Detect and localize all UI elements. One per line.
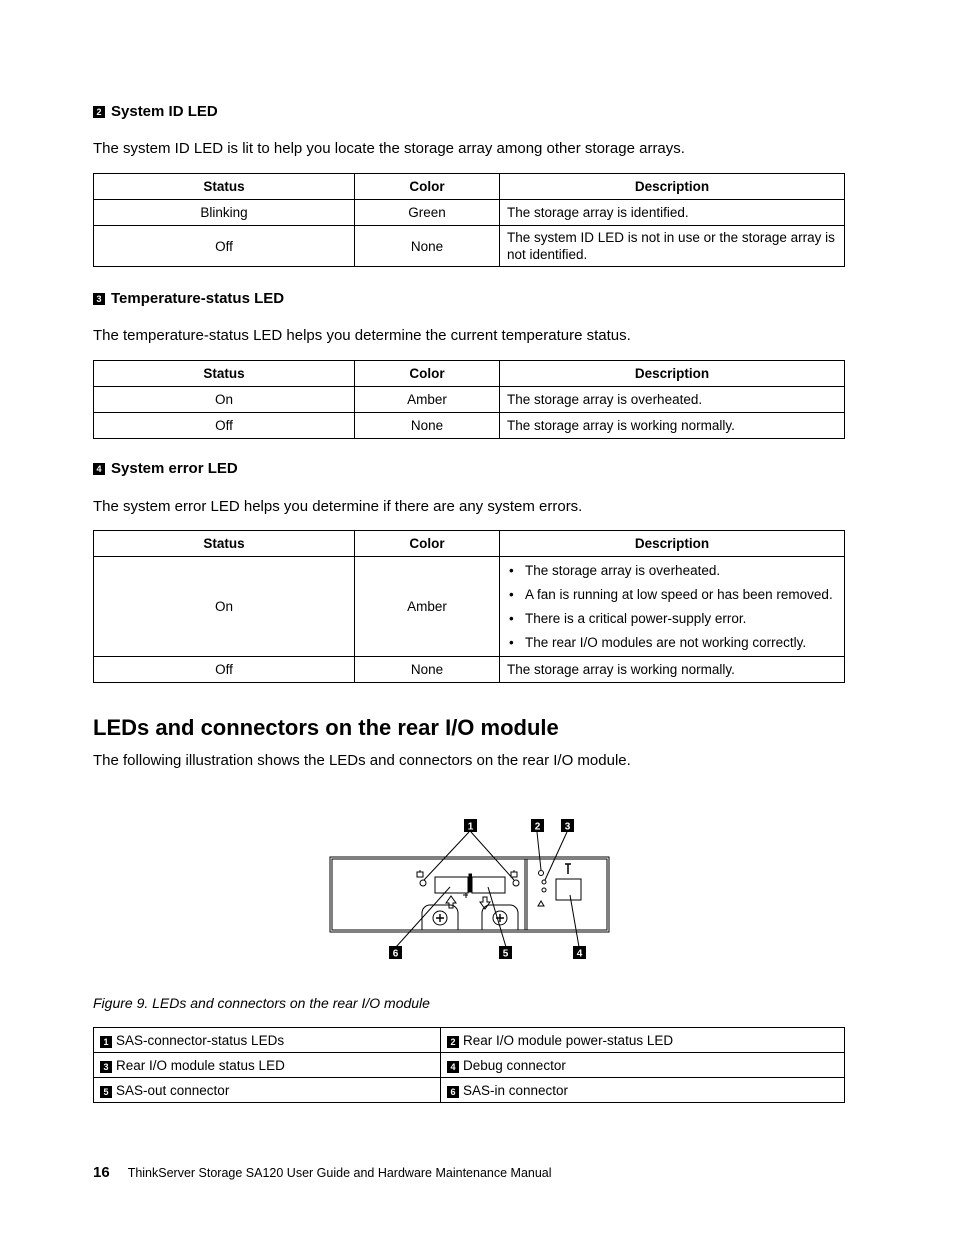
bullet-item: • There is a critical power-supply error. [507, 610, 837, 627]
table-cell: The storage array is identified. [500, 200, 845, 226]
table-cell: None [355, 657, 500, 683]
power-status-led [539, 871, 544, 876]
callout-number: 3 [100, 1061, 112, 1073]
table-header: Color [355, 361, 500, 387]
sas-out-port [472, 877, 505, 893]
module-status-led [542, 880, 546, 884]
module-outline [330, 857, 609, 932]
callout-label-2: 2 [534, 821, 541, 833]
callout-label-6: 6 [392, 948, 399, 960]
legend-label: Debug connector [463, 1057, 566, 1073]
section-intro: The temperature-status LED helps you determine the current temperature status. [93, 327, 631, 344]
legend-cell [441, 1078, 845, 1103]
section-intro: The system error LED helps you determine if there are any system errors. [93, 498, 583, 515]
callout-1-leader-right [471, 832, 514, 880]
legend-label: SAS-out connector [116, 1082, 230, 1098]
rear-io-intro: The following illustration shows the LEDs and connectors on the rear I/O module. [93, 752, 631, 769]
table-cell: The system ID LED is not in use or the storage array is not identified. [500, 226, 845, 267]
section-intro: The system ID LED is lit to help you locate the storage array among other storage arrays. [93, 140, 685, 157]
table-header: Description [500, 361, 845, 387]
wrench-icon [565, 864, 571, 874]
legend-label: Rear I/O module status LED [116, 1057, 285, 1073]
table-header: Status [94, 531, 355, 557]
table-row [94, 1078, 845, 1103]
table-cell: On [94, 387, 355, 413]
section-title: Temperature-status LED [111, 290, 285, 307]
page-number: 16 [93, 1164, 110, 1181]
port-separator [469, 874, 472, 892]
page-heading: LEDs and connectors on the rear I/O module [93, 715, 559, 740]
table-header: Status [94, 361, 355, 387]
table-cell: The storage array is overheated. [500, 387, 845, 413]
table-cell: Green [355, 200, 500, 226]
table-header: Color [355, 174, 500, 200]
table-header: Color [355, 531, 500, 557]
legend-label: SAS-in connector [463, 1082, 569, 1098]
callout-number: 4 [93, 463, 105, 475]
callout-4-leader [570, 895, 579, 947]
callout-legend-table [93, 1027, 845, 1103]
table-cell: None [355, 226, 500, 267]
module-inner-outline [332, 859, 607, 930]
table-cell: Off [94, 657, 355, 683]
callout-number: 5 [100, 1086, 112, 1098]
table-cell: Off [94, 413, 355, 439]
system-status-led [542, 888, 546, 892]
callout-number: 6 [447, 1086, 459, 1098]
sas-in-port [435, 877, 468, 893]
callout-number: 1 [100, 1036, 112, 1048]
callout-6-leader [396, 887, 450, 947]
bullet-item: • The storage array is overheated. [507, 562, 837, 579]
link-symbol-icon [511, 870, 517, 877]
table-cell: On [94, 557, 355, 657]
callout-5-leader [488, 887, 506, 947]
sas-status-led-left [420, 880, 426, 886]
table-cell: Off [94, 226, 355, 267]
screw-cross [436, 914, 444, 922]
callout-3-leader [545, 832, 567, 880]
debug-connector [556, 879, 581, 900]
connector-symbol-icon [463, 893, 468, 898]
callout-label-1: 1 [467, 821, 474, 833]
callout-number: 2 [93, 106, 105, 118]
callout-number: 3 [93, 293, 105, 305]
table-header: Status [94, 174, 355, 200]
callout-label-5: 5 [502, 948, 509, 960]
link-symbol-icon [417, 870, 423, 877]
warning-icon [538, 901, 544, 906]
legend-cell [441, 1028, 845, 1053]
table-header: Description [500, 531, 845, 557]
section-title: System ID LED [111, 103, 218, 120]
table-row [94, 1028, 845, 1053]
table-cell: Amber [355, 557, 500, 657]
sas-status-led-right [513, 880, 519, 886]
callout-number: 4 [447, 1061, 459, 1073]
figure-caption: Figure 9. LEDs and connectors on the rear I/O module [93, 995, 430, 1011]
legend-cell [94, 1028, 441, 1053]
page-footer [93, 1164, 552, 1181]
footer-title: ThinkServer Storage SA120 User Guide and Hardware Maintenance Manual [127, 1166, 552, 1180]
callout-label-4: 4 [576, 948, 583, 960]
callout-number: 2 [447, 1036, 459, 1048]
bullet-item: • The rear I/O modules are not working correctly. [507, 634, 837, 651]
legend-cell [441, 1053, 845, 1078]
table-cell: The storage array is working normally. [500, 413, 845, 439]
legend-cell [94, 1078, 441, 1103]
table-row [94, 1053, 845, 1078]
callout-2-leader [537, 832, 541, 870]
legend-label: SAS-connector-status LEDs [116, 1032, 285, 1048]
table-cell: None [355, 413, 500, 439]
table-cell: Blinking [94, 200, 355, 226]
callout-label-3: 3 [564, 821, 571, 833]
table-cell: The storage array is working normally. [500, 657, 845, 683]
bullet-item: • A fan is running at low speed or has been removed. [507, 586, 837, 603]
table-header: Description [500, 174, 845, 200]
section-title: System error LED [111, 460, 238, 477]
callout-1-leader-left [424, 832, 469, 880]
legend-cell [94, 1053, 441, 1078]
table-cell: Amber [355, 387, 500, 413]
legend-label: Rear I/O module power-status LED [463, 1032, 674, 1048]
